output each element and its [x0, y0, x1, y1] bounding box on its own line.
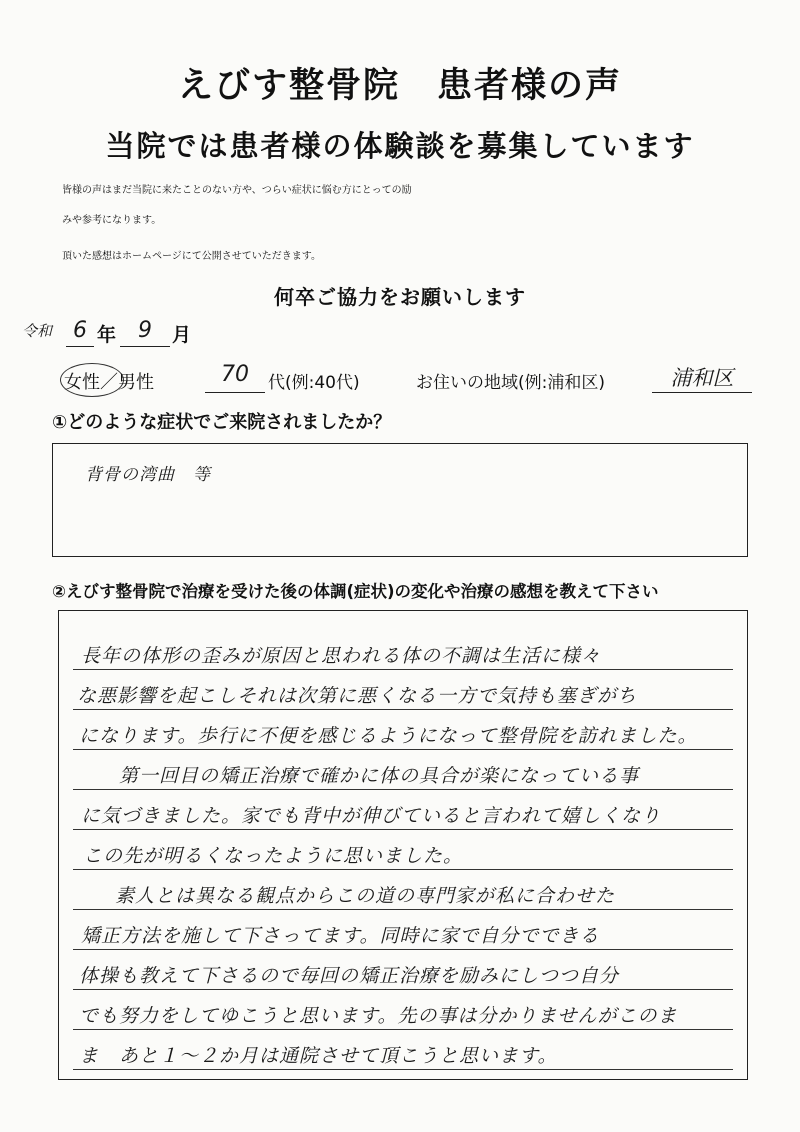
ruled-line [73, 829, 733, 830]
question-2-answer-box[interactable] [58, 610, 748, 1080]
intro-line: 皆様の声はまだ当院に来たことのない方や、つらい症状に悩む方にとっての励 [62, 185, 412, 196]
ruled-line [73, 1069, 733, 1070]
ruled-line [73, 789, 733, 790]
question-1-answer: 背骨の湾曲 等 [85, 465, 211, 485]
page-title: えびす整骨院 患者様の声 [177, 66, 622, 106]
page-subtitle: 当院では患者様の体験談を募集しています [105, 129, 695, 163]
gender-options [64, 368, 154, 394]
year-label: 年 [97, 324, 117, 346]
answer-line: な悪影響を起こしそれは次第に悪くなる一方で気持も塞ぎがち [77, 685, 638, 707]
ruled-line [73, 709, 733, 710]
question-1-answer-box[interactable] [52, 443, 748, 557]
month-field[interactable] [120, 318, 170, 347]
ruled-line [73, 1029, 733, 1030]
ruled-line [73, 869, 733, 870]
male-option[interactable]: 男性 [118, 372, 154, 393]
year-field[interactable] [66, 318, 94, 347]
call-to-action: 何卒ご協力をお願いします [274, 285, 526, 309]
ruled-line [73, 749, 733, 750]
answer-line: ま あと１～２か月は通院させて頂こうと思います。 [79, 1045, 558, 1067]
month-value: 9 [138, 318, 152, 343]
era-value: 令和 [22, 322, 53, 340]
answer-line: 矯正方法を施して下さってます。同時に家で自分でできる [81, 925, 600, 947]
female-option[interactable]: 女性 [64, 372, 100, 393]
answer-line: でも努力をしてゆこうと思います。先の事は分かりませんがこのま [79, 1005, 678, 1027]
answer-line: に気づきました。家でも背中が伸びていると言われて嬉しくなり [81, 805, 662, 827]
area-value: 浦和区 [670, 366, 734, 390]
answer-line: 長年の体形の歪みが原因と思われる体の不調は生活に様々 [81, 645, 602, 667]
intro-line: みや参考になります。 [62, 215, 162, 226]
answer-line: 体操も教えて下さるので毎回の矯正治療を励みにしつつ自分 [79, 965, 620, 987]
intro-paragraph [62, 176, 762, 236]
ruled-line [73, 989, 733, 990]
ruled-line [73, 949, 733, 950]
question-2-label: ②えびす整骨院で治療を受けた後の体調(症状)の変化や治療の感想を教えて下さい [52, 582, 659, 601]
ruled-line [73, 669, 733, 670]
area-field[interactable] [652, 362, 752, 393]
age-label: 代(例:40代) [268, 373, 360, 393]
year-value: 6 [73, 318, 87, 343]
answer-line: この先が明るくなったように思いました。 [83, 845, 464, 867]
answer-line: 素人とは異なる観点からこの道の専門家が私に合わせた [115, 885, 616, 907]
era-label [22, 320, 52, 341]
ruled-line [73, 909, 733, 910]
age-field[interactable] [205, 362, 265, 393]
month-label: 月 [172, 324, 192, 346]
question-1-label: ①どのような症状でご来院されましたか？ [52, 412, 392, 433]
answer-line: になります。歩行に不便を感じるようになって整骨院を訪れました。 [79, 725, 698, 747]
intro-publish-note: 頂いた感想はホームページにて公開させていただきます。 [62, 251, 321, 262]
gender-separator: ／ [100, 372, 118, 393]
answer-line: 第一回目の矯正治療で確かに体の具合が楽になっている事 [119, 765, 640, 787]
area-label: お住いの地域(例:浦和区) [416, 373, 605, 393]
age-value: 70 [221, 362, 249, 387]
